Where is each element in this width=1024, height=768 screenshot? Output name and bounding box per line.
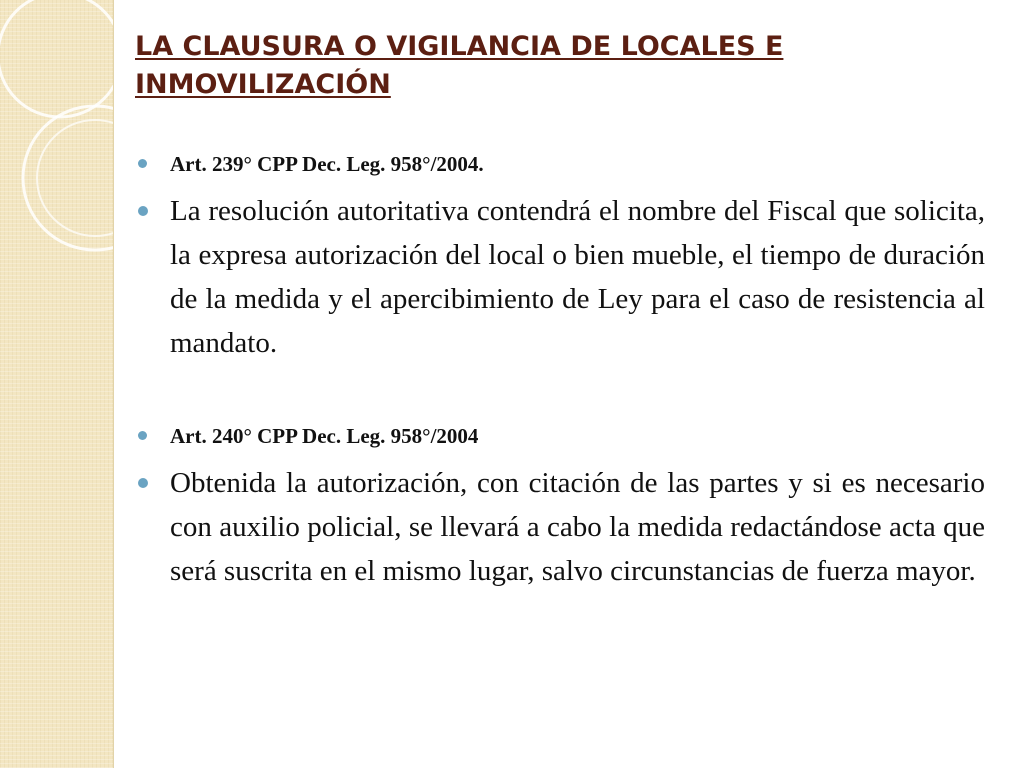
paragraph-text: La resolución autoritativa contendrá el nombre del Fiscal que solicita, la expresa autorización del local o bien mueble, el tiempo de duración de la medida y el apercibimiento de Ley para el caso de resistencia al mandato.: [170, 195, 985, 359]
article-reference-239: [135, 145, 985, 183]
bullet-icon: [138, 159, 147, 168]
bullet-icon: [138, 206, 148, 216]
decorative-circles-icon: [0, 0, 113, 260]
bullet-icon: [138, 431, 147, 440]
article-reference-240: [135, 417, 985, 455]
slide-title: LA CLAUSURA O VIGILANCIA DE LOCALES E INMOVILIZACIÓN: [135, 31, 784, 100]
article-240-paragraph: [135, 461, 985, 593]
decorative-side-panel: [0, 0, 114, 768]
slide-content: [135, 145, 985, 593]
article-reference-text: Art. 240° CPP Dec. Leg. 958°/2004: [170, 424, 479, 448]
article-239-paragraph: [135, 189, 985, 365]
bullet-icon: [138, 478, 148, 488]
paragraph-text: Obtenida la autorización, con citación de las partes y si es necesario con auxilio policial, se llevará a cabo la medida redactándose acta que será suscrita en el mismo lugar, salvo circunstancias de fuerza mayor.: [170, 467, 985, 587]
article-reference-text: Art. 239° CPP Dec. Leg. 958°/2004.: [170, 152, 484, 176]
